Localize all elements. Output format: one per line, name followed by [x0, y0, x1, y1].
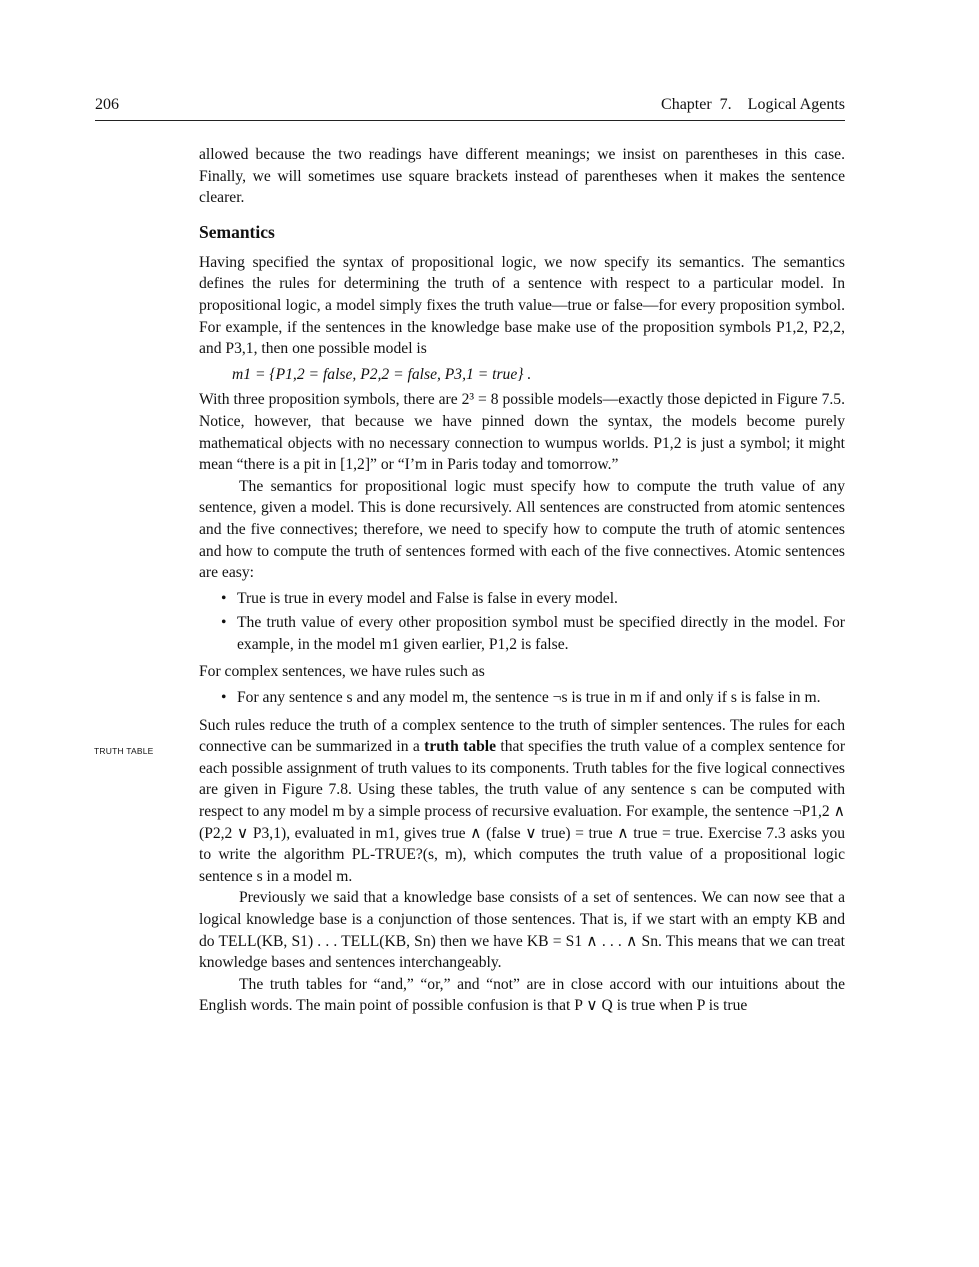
paragraph-semantics-intro: Having specified the syntax of propositional logic, we now specify its semantics. The semantics defines the rules for determining the truth of a sentence with respect to a particular model. In propositional logic, a model simply fixes the truth value—true or false—for every proposition symbol. For example, if the sentences in the knowledge base make use of the proposition symbols P1,2, P2,2, and P3,1, then one possible model is: [199, 253, 845, 358]
section-heading: Semantics: [199, 221, 275, 242]
chapter-title: Chapter 7. Logical Agents: [661, 96, 845, 113]
list-item: • For any sentence s and any model m, the sentence ¬s is true in m if and only if s is false in m.: [237, 687, 845, 709]
truth-table-text-b: that specifies the truth value of a complex sentence for each possible assignment of truth values to its components. Truth tables for the five logical connectives are given in Figure 7.8. Using these tables, the truth value of any sentence s can be computed with respect to any model m by a simple process of recursive evaluation. For example, the sentence ¬P1,2 ∧ (P2,2 ∨ P3,1), evaluated in m1, gives true ∧ (false ∨ true) = true ∧ true = true. Exercise 7.3 asks you to write the algorithm PL-TRUE?(s, m), which computes the truth value of a propositional logic sentence s in a model m.: [199, 738, 846, 885]
page-header: [95, 96, 845, 121]
paragraph-knowledge-base: Previously we said that a knowledge base consists of a set of sentences. We can now see that a logical knowledge base is a conjunction of those sentences. That is, if we start with an empty KB and do TELL(KB, S1) . . . TELL(KB, Sn) then we have KB = S1 ∧ . . . ∧ Sn. This means that we can treat knowledge bases and sentences interchangeably.: [199, 889, 845, 972]
paragraph-complex-sentences: For complex sentences, we have rules such as: [199, 663, 485, 681]
list-item: • True is true in every model and False is false in every model.: [237, 588, 845, 610]
model-equation: m1 = {P1,2 = false, P2,2 = false, P3,1 = true} .: [232, 365, 532, 383]
paragraph-recursive-semantics: The semantics for propositional logic must specify how to compute the truth value of any sentence, given a model. This is done recursively. All sentences are constructed from atomic sentences and the five connectives; therefore, we need to specify how to compute the truth of atomic sentences and how to compute the truth of sentences formed with each of the five connectives. Atomic sentences are easy:: [199, 477, 845, 582]
list-item: • The truth value of every other proposition symbol must be specified directly in the model. For example, in the model m1 given earlier, P1,2 is false.: [237, 612, 845, 655]
complex-rules-list: [199, 687, 845, 709]
atomic-rules-list: [199, 588, 845, 656]
paragraph-continuation: allowed because the two readings have different meanings; we insist on parentheses in this case. Finally, we will sometimes use square brackets instead of parentheses when it makes the sentence clearer.: [199, 146, 845, 207]
page-number: 206: [95, 96, 119, 113]
truth-table-term: truth table: [424, 738, 497, 756]
paragraph-models-count: With three proposition symbols, there are 2³ = 8 possible models—exactly those depicted in Figure 7.5. Notice, however, that because we have pinned down the syntax, the models become purely mathematical objects with no necessary connection to wumpus worlds. P1,2 is just a symbol; it might mean “there is a pit in [1,2]” or “I’m in Paris today and tomorrow.”: [199, 391, 845, 474]
margin-note-truth-table: TRUTH TABLE: [94, 745, 154, 756]
truth-table-text-a: Such rules reduce the truth of a complex sentence to the truth of simpler sentences. The rules for each connective can be summarized in a: [199, 716, 845, 756]
paragraph-truth-tables-intuition: The truth tables for “and,” “or,” and “not” are in close accord with our intuitions about the English words. The main point of possible confusion is that P ∨ Q is true when P is true: [199, 975, 845, 1015]
paragraph-truth-table: [94, 715, 846, 888]
page-body: [94, 144, 846, 1017]
